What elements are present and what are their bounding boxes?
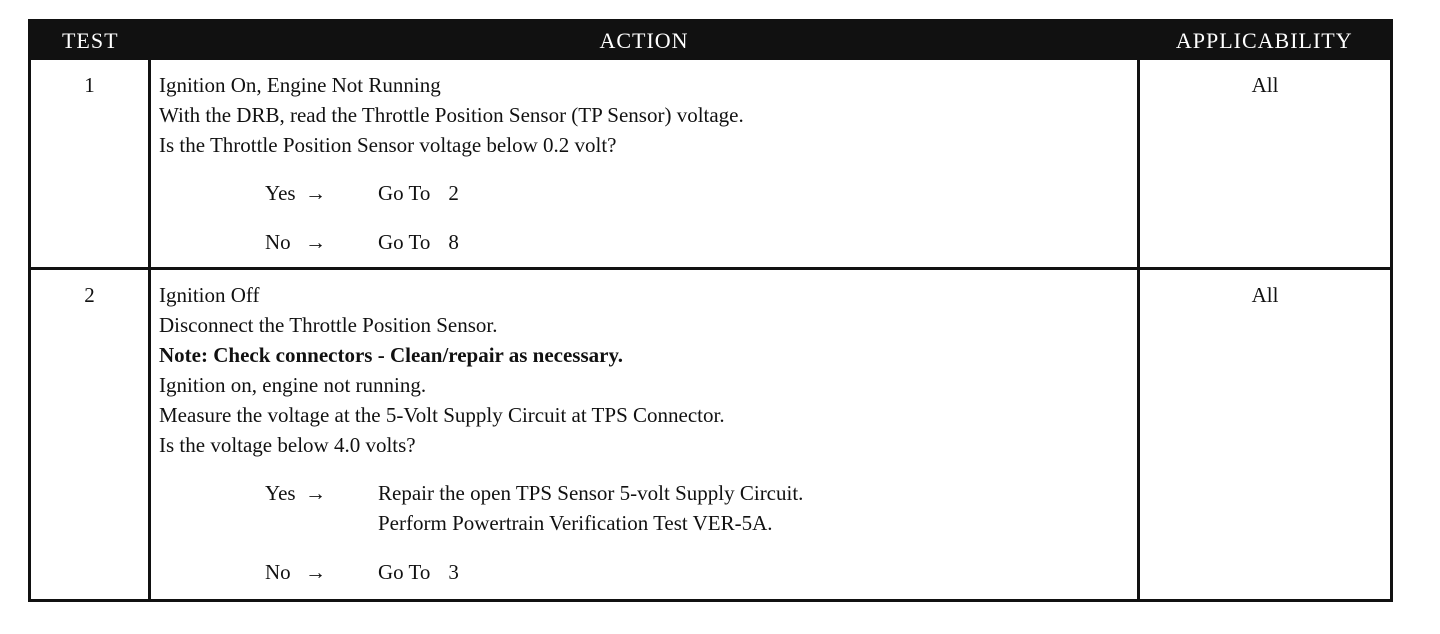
action-line: Ignition Off	[159, 283, 260, 308]
action-line: Is the voltage below 4.0 volts?	[159, 433, 416, 458]
goto-text: Go To	[378, 181, 431, 205]
goto-text: Go To	[378, 230, 431, 254]
answer-no	[265, 557, 1129, 587]
action-line: Ignition On, Engine Not Running	[159, 73, 441, 97]
goto-target: 8	[448, 230, 459, 254]
right-arrow-icon: →	[305, 560, 326, 585]
diagnostic-test-table	[28, 19, 1393, 602]
goto-target: 2	[448, 181, 459, 205]
header-applicability: APPLICABILITY	[1139, 21, 1392, 61]
right-arrow-icon: →	[305, 181, 326, 205]
answer-result	[378, 178, 459, 208]
answer-yes	[265, 478, 1129, 538]
action-cell	[150, 269, 1139, 601]
answer-label: Yes	[265, 481, 296, 506]
answer-result	[378, 478, 803, 538]
table-row	[30, 60, 1392, 269]
note-line: Note: Check connectors - Clean/repair as necessary.	[159, 343, 624, 368]
right-arrow-icon: →	[305, 481, 326, 506]
test-number: 2	[30, 269, 150, 601]
goto-text: Go To	[378, 560, 431, 585]
result-line: Perform Powertrain Verification Test VER-5A.	[378, 511, 773, 536]
goto-target: 3	[448, 560, 459, 585]
test-number: 1	[30, 60, 150, 269]
answer-no	[265, 227, 1129, 257]
answer-label: No	[265, 560, 291, 585]
answer-label: Yes	[265, 181, 296, 205]
action-cell	[150, 60, 1139, 269]
table-row	[30, 269, 1392, 601]
action-line: Disconnect the Throttle Position Sensor.	[159, 313, 498, 338]
applicability-value: All	[1139, 269, 1392, 601]
answer-result	[378, 557, 459, 587]
right-arrow-icon: →	[305, 230, 326, 254]
answer-result	[378, 227, 459, 257]
answer-list	[265, 478, 1129, 587]
answer-label: No	[265, 230, 291, 254]
header-action: ACTION	[150, 21, 1139, 61]
action-line: With the DRB, read the Throttle Position Sensor (TP Sensor) voltage.	[159, 103, 744, 127]
action-line: Is the Throttle Position Sensor voltage below 0.2 volt?	[159, 133, 617, 157]
answer-yes	[265, 178, 1129, 208]
action-line: Ignition on, engine not running.	[159, 373, 427, 398]
result-line: Repair the open TPS Sensor 5-volt Supply Circuit.	[378, 481, 804, 506]
action-line: Measure the voltage at the 5-Volt Supply Circuit at TPS Connector.	[159, 403, 725, 428]
applicability-value: All	[1139, 60, 1392, 269]
header-test: TEST	[30, 21, 150, 61]
table-header-row	[30, 21, 1392, 61]
answer-list	[265, 178, 1129, 257]
